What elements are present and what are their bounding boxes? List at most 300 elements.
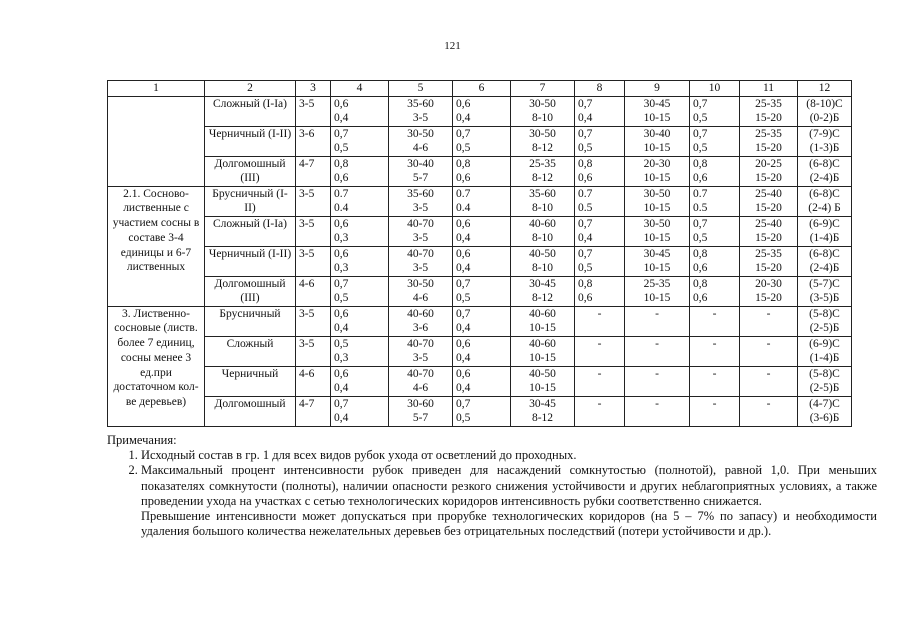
- value-line: 3-5: [412, 202, 429, 214]
- value-cell: [389, 126, 453, 156]
- value-line: 0,6: [456, 247, 471, 260]
- value-cell: [331, 156, 389, 186]
- table-row: [108, 276, 852, 306]
- value-line: (1-4)Б: [809, 352, 840, 364]
- value-line: (3-5)Б: [809, 292, 840, 304]
- column-header: 12: [798, 81, 852, 97]
- value-line: 10-15: [643, 172, 671, 184]
- stand-group-label: 3. Лиственно-сосновые (листв. более 7 единиц, сосны менее 3 ед.при достаточном кол-ве деревьев): [108, 306, 205, 426]
- value-line: 15-20: [755, 292, 782, 304]
- value-line: 10-15: [643, 292, 671, 304]
- value-cell: [625, 216, 690, 246]
- value-cell: 4-7: [296, 396, 331, 426]
- value-line: 0,5: [456, 412, 471, 424]
- header-row: [108, 81, 852, 97]
- value-cell: [511, 366, 575, 396]
- value-line: 0,5: [693, 232, 708, 244]
- value-line: 20-25: [755, 157, 782, 170]
- value-cell: [690, 306, 740, 336]
- value-cell: [453, 276, 511, 306]
- column-header: 4: [331, 81, 389, 97]
- value-line: 0,5: [693, 142, 708, 154]
- value-cell: [389, 96, 453, 126]
- value-cell: [740, 366, 798, 396]
- value-cell: [690, 246, 740, 276]
- value-cell: [511, 126, 575, 156]
- value-cell: [389, 276, 453, 306]
- value-cell: [389, 396, 453, 426]
- value-line: 8-10: [531, 262, 554, 274]
- value-cell: [798, 306, 852, 336]
- value-line: 0.4: [334, 202, 349, 214]
- value-line: -: [655, 337, 659, 350]
- value-line: [578, 381, 621, 396]
- value-line: 10-15: [643, 112, 671, 124]
- table-row: [108, 186, 852, 216]
- value-line: 0,6: [693, 292, 708, 304]
- value-line: [693, 351, 736, 366]
- value-line: 40-60: [407, 307, 434, 320]
- value-line: 0,8: [693, 277, 708, 290]
- value-line: 25-35: [643, 277, 671, 290]
- value-line: 0,7: [334, 127, 349, 140]
- value-line: 40-60: [529, 217, 556, 230]
- value-line: 30-50: [643, 187, 671, 200]
- value-line: 0,8: [693, 157, 708, 170]
- value-line: 30-40: [643, 127, 671, 140]
- value-line: (2-5)Б: [809, 322, 840, 334]
- value-cell: [575, 276, 625, 306]
- value-cell: [625, 276, 690, 306]
- value-cell: [453, 306, 511, 336]
- value-line: 0,4: [334, 412, 349, 424]
- value-cell: 4-7: [296, 156, 331, 186]
- value-line: (6-8)С: [809, 247, 840, 260]
- value-cell: [690, 156, 740, 186]
- value-cell: 3-5: [296, 96, 331, 126]
- value-cell: [389, 216, 453, 246]
- value-cell: [511, 156, 575, 186]
- value-cell: [798, 336, 852, 366]
- column-header: 9: [625, 81, 690, 97]
- value-line: (5-8)С: [809, 367, 840, 380]
- value-line: 10-15: [643, 262, 671, 274]
- value-line: 0,6: [334, 172, 349, 184]
- value-cell: [511, 276, 575, 306]
- value-line: (6-9)С: [809, 217, 840, 230]
- value-line: 10-15: [643, 202, 671, 214]
- value-line: 0,5: [578, 142, 593, 154]
- value-line: 8-12: [531, 292, 554, 304]
- value-line: 30-50: [407, 277, 434, 290]
- value-line: 10-15: [643, 232, 671, 244]
- value-line: (8-10)С: [806, 97, 843, 110]
- value-line: 3-5: [412, 232, 429, 244]
- notes-title: Примечания:: [107, 433, 177, 447]
- value-cell: [690, 216, 740, 246]
- value-line: 5-7: [412, 412, 429, 424]
- value-cell: [690, 186, 740, 216]
- value-cell: [511, 216, 575, 246]
- value-line: 0,8: [578, 157, 593, 170]
- value-line: (6-8)С: [809, 157, 840, 170]
- value-line: 0,4: [456, 382, 471, 394]
- value-line: 10-15: [529, 382, 556, 394]
- stand-group-label: 2.1. Сосново-лиственные с участием сосны в составе 3-4 единицы и 6-7 лиственных: [108, 186, 205, 306]
- value-cell: [453, 156, 511, 186]
- table-row: [108, 156, 852, 186]
- value-line: 0.7: [578, 187, 593, 200]
- value-line: 0,7: [578, 247, 593, 260]
- value-line: 35-60: [407, 97, 434, 110]
- value-line: 0,6: [578, 172, 593, 184]
- value-cell: [389, 306, 453, 336]
- value-line: (4-7)С: [809, 397, 840, 410]
- value-cell: [740, 306, 798, 336]
- value-cell: 3-6: [296, 126, 331, 156]
- value-cell: [389, 156, 453, 186]
- value-line: 0.7: [334, 187, 349, 200]
- table-row: [108, 366, 852, 396]
- value-line: 0,6: [334, 217, 349, 230]
- value-line: -: [712, 307, 717, 320]
- value-line: 0,5: [456, 142, 471, 154]
- value-cell: [575, 336, 625, 366]
- value-line: 0,6: [693, 262, 708, 274]
- value-line: 0,5: [456, 292, 471, 304]
- value-cell: [740, 126, 798, 156]
- value-line: (6-9)С: [809, 337, 840, 350]
- value-line: 30-45: [643, 97, 671, 110]
- value-line: 20-30: [643, 157, 671, 170]
- value-line: 0.7: [456, 187, 471, 200]
- value-cell: [575, 396, 625, 426]
- value-line: 0,6: [456, 217, 471, 230]
- value-line: 0,7: [693, 97, 708, 110]
- value-line: 0,4: [456, 262, 471, 274]
- value-line: 0,8: [456, 157, 471, 170]
- column-header: 6: [453, 81, 511, 97]
- note-item: 2. Максимальный процент интенсивности рубок приведен для насаждений сомкнутостью (полнотой), равной 1,0. При меньших показателях сомкнутости (полноты), наличии опасности резкого снижения устойчивости и других неблагоприятных условиях, а также проведении ухода на участках с сетью технологических коридоров интенсивность рубки соответственно снижается.: [141, 463, 877, 509]
- value-cell: [575, 306, 625, 336]
- value-line: 0.4: [456, 202, 471, 214]
- value-line: 30-40: [407, 157, 434, 170]
- value-line: 0,8: [693, 247, 708, 260]
- value-line: 8-12: [531, 142, 554, 154]
- value-cell: [798, 396, 852, 426]
- value-cell: 3-5: [296, 336, 331, 366]
- value-line: (3-6)Б: [809, 412, 840, 424]
- value-line: 0,6: [456, 337, 471, 350]
- table-row: [108, 336, 852, 366]
- value-line: 0,3: [334, 232, 349, 244]
- value-line: -: [766, 337, 771, 350]
- value-line: -: [597, 307, 602, 320]
- value-line: 0.7: [693, 187, 708, 200]
- value-line: 15-20: [755, 112, 782, 124]
- value-line: 8-10: [531, 112, 554, 124]
- value-line: 30-45: [529, 277, 556, 290]
- value-line: [743, 411, 794, 426]
- value-line: 25-35: [755, 127, 782, 140]
- value-line: [628, 351, 686, 366]
- value-line: [743, 381, 794, 396]
- forest-type-cell: Долгомошный (III): [205, 276, 296, 306]
- value-line: 0,4: [456, 112, 471, 124]
- value-cell: [690, 276, 740, 306]
- value-line: 10-15: [643, 142, 671, 154]
- value-line: [743, 351, 794, 366]
- column-header: 5: [389, 81, 453, 97]
- value-cell: [798, 186, 852, 216]
- value-cell: [511, 246, 575, 276]
- forest-type-cell: Брусничный: [205, 306, 296, 336]
- page-number: 121: [444, 40, 461, 52]
- value-line: 0,7: [334, 277, 349, 290]
- value-line: 0,4: [334, 112, 349, 124]
- forest-type-cell: Сложный (I-Ia): [205, 96, 296, 126]
- column-header: 8: [575, 81, 625, 97]
- value-line: -: [655, 307, 659, 320]
- value-cell: [575, 246, 625, 276]
- value-line: 40-70: [407, 247, 434, 260]
- value-cell: [331, 216, 389, 246]
- value-line: 25-35: [529, 157, 556, 170]
- value-line: -: [712, 337, 717, 350]
- forest-type-cell: Черничный: [205, 366, 296, 396]
- value-line: (1-3)Б: [809, 142, 840, 154]
- value-cell: [575, 156, 625, 186]
- value-cell: [740, 156, 798, 186]
- value-cell: [453, 186, 511, 216]
- value-line: (2-4)Б: [809, 262, 840, 274]
- value-line: 8-10: [531, 202, 554, 214]
- value-cell: [690, 126, 740, 156]
- value-line: [628, 381, 686, 396]
- value-cell: [740, 216, 798, 246]
- value-line: 0,4: [578, 112, 593, 124]
- value-line: 25-40: [755, 187, 782, 200]
- value-line: [693, 321, 736, 336]
- value-line: 20-30: [755, 277, 782, 290]
- value-line: [578, 321, 621, 336]
- column-header: 11: [740, 81, 798, 97]
- value-line: 0.5: [578, 202, 593, 214]
- value-cell: [740, 336, 798, 366]
- value-cell: [625, 126, 690, 156]
- value-cell: [511, 396, 575, 426]
- value-cell: [625, 186, 690, 216]
- value-line: (0-2)Б: [809, 112, 840, 124]
- forest-type-cell: Сложный (I-Ia): [205, 216, 296, 246]
- value-cell: [798, 366, 852, 396]
- value-line: 3-5: [412, 112, 429, 124]
- value-line: 0,4: [456, 232, 471, 244]
- stand-group-label: [108, 96, 205, 186]
- value-line: 35-60: [529, 187, 556, 200]
- value-line: 10-15: [529, 352, 556, 364]
- value-line: 0,7: [334, 397, 349, 410]
- value-cell: [690, 366, 740, 396]
- value-line: 40-60: [529, 337, 556, 350]
- value-line: 30-50: [529, 127, 556, 140]
- value-line: -: [712, 367, 717, 380]
- value-cell: [740, 186, 798, 216]
- value-cell: [389, 186, 453, 216]
- value-line: -: [766, 307, 771, 320]
- value-line: 0,7: [578, 97, 593, 110]
- value-line: 40-70: [407, 367, 434, 380]
- value-line: [693, 411, 736, 426]
- value-line: -: [597, 367, 602, 380]
- table-row: [108, 246, 852, 276]
- value-line: 0,3: [334, 262, 349, 274]
- value-line: 0,7: [456, 277, 471, 290]
- value-line: 4-6: [412, 142, 429, 154]
- value-line: 0,6: [456, 172, 471, 184]
- value-line: 0,4: [578, 232, 593, 244]
- value-line: 8-10: [531, 232, 554, 244]
- value-line: 0,7: [578, 217, 593, 230]
- value-line: 30-50: [407, 127, 434, 140]
- value-cell: [798, 96, 852, 126]
- forest-type-cell: Долгомошный: [205, 396, 296, 426]
- value-cell: [625, 336, 690, 366]
- value-cell: [740, 396, 798, 426]
- value-cell: [625, 156, 690, 186]
- value-line: 0,7: [456, 397, 471, 410]
- value-line: 0,7: [693, 217, 708, 230]
- value-line: [743, 321, 794, 336]
- value-line: 8-12: [531, 172, 554, 184]
- value-line: 25-40: [755, 217, 782, 230]
- value-line: 0,5: [334, 142, 349, 154]
- forest-type-cell: Долгомошный (III): [205, 156, 296, 186]
- value-line: 0,6: [456, 97, 471, 110]
- value-line: 30-45: [529, 397, 556, 410]
- value-line: 4-6: [412, 382, 429, 394]
- value-cell: [575, 216, 625, 246]
- value-line: -: [766, 367, 771, 380]
- value-cell: [625, 366, 690, 396]
- value-line: 0,4: [456, 322, 471, 334]
- value-cell: [625, 396, 690, 426]
- value-line: [578, 351, 621, 366]
- value-line: 40-70: [407, 337, 434, 350]
- value-line: 3-6: [412, 322, 429, 334]
- value-cell: [389, 366, 453, 396]
- table-row: [108, 96, 852, 126]
- value-line: 5-7: [412, 172, 429, 184]
- value-line: 0,6: [334, 247, 349, 260]
- value-cell: [625, 96, 690, 126]
- value-line: 0,6: [693, 172, 708, 184]
- value-line: 40-60: [529, 307, 556, 320]
- value-line: 0,6: [456, 367, 471, 380]
- value-line: 15-20: [755, 262, 782, 274]
- value-line: 0,7: [693, 127, 708, 140]
- value-line: 15-20: [755, 202, 782, 214]
- value-line: (2-4) Б: [808, 202, 841, 214]
- column-header: 3: [296, 81, 331, 97]
- column-header: 1: [108, 81, 205, 97]
- table-row: [108, 306, 852, 336]
- value-line: -: [712, 397, 717, 410]
- value-line: (5-8)С: [809, 307, 840, 320]
- value-line: (5-7)С: [809, 277, 840, 290]
- thinning-intensity-table: [107, 80, 852, 427]
- value-line: [628, 411, 686, 426]
- value-line: 40-50: [529, 367, 556, 380]
- table-row: [108, 216, 852, 246]
- column-header: 2: [205, 81, 296, 97]
- value-line: 0,5: [334, 292, 349, 304]
- value-cell: [331, 246, 389, 276]
- value-line: 0,5: [693, 112, 708, 124]
- value-line: 0,7: [456, 127, 471, 140]
- value-line: 0,3: [334, 352, 349, 364]
- table-row: [108, 126, 852, 156]
- value-line: 3-5: [412, 262, 429, 274]
- value-cell: [331, 186, 389, 216]
- value-line: -: [766, 397, 771, 410]
- value-cell: [453, 336, 511, 366]
- note-item: 1. Исходный состав в гр. 1 для всех видов рубок ухода от осветлений до проходных.: [141, 448, 877, 463]
- value-line: 40-50: [529, 247, 556, 260]
- value-cell: [690, 396, 740, 426]
- value-cell: [798, 156, 852, 186]
- value-cell: [575, 186, 625, 216]
- value-line: [578, 411, 621, 426]
- value-line: 0,5: [334, 337, 349, 350]
- value-cell: [690, 96, 740, 126]
- value-line: 0,8: [334, 157, 349, 170]
- value-line: 30-60: [407, 397, 434, 410]
- value-cell: [625, 246, 690, 276]
- value-cell: [331, 126, 389, 156]
- value-line: -: [597, 337, 602, 350]
- value-line: 0,4: [456, 352, 471, 364]
- value-cell: [625, 306, 690, 336]
- value-cell: [331, 366, 389, 396]
- forest-type-cell: Брусничный (I-II): [205, 186, 296, 216]
- value-line: 40-70: [407, 217, 434, 230]
- value-cell: 3-5: [296, 306, 331, 336]
- forest-type-cell: Сложный: [205, 336, 296, 366]
- value-line: 30-45: [643, 247, 671, 260]
- value-line: -: [655, 397, 659, 410]
- value-cell: [798, 276, 852, 306]
- value-line: 8-12: [531, 412, 554, 424]
- value-line: 0,6: [578, 292, 593, 304]
- note-extra-paragraph: Превышение интенсивности может допускаться при прорубке технологических коридоров (на 5 – 7% по запасу) и необходимости удаления большого количества нежелательных деревьев без отрицательных последствий (потери устойчивости и др.).: [141, 509, 877, 539]
- value-line: [693, 381, 736, 396]
- value-line: (6-8)С: [809, 187, 840, 200]
- value-cell: 4-6: [296, 276, 331, 306]
- value-cell: [331, 306, 389, 336]
- value-cell: [453, 216, 511, 246]
- value-cell: [331, 396, 389, 426]
- value-cell: [511, 96, 575, 126]
- value-line: (7-9)С: [809, 127, 840, 140]
- value-cell: [798, 246, 852, 276]
- value-line: 15-20: [755, 142, 782, 154]
- value-line: 0,8: [578, 277, 593, 290]
- value-cell: [575, 96, 625, 126]
- value-cell: 4-6: [296, 366, 331, 396]
- value-cell: [453, 246, 511, 276]
- notes-list: [107, 448, 877, 509]
